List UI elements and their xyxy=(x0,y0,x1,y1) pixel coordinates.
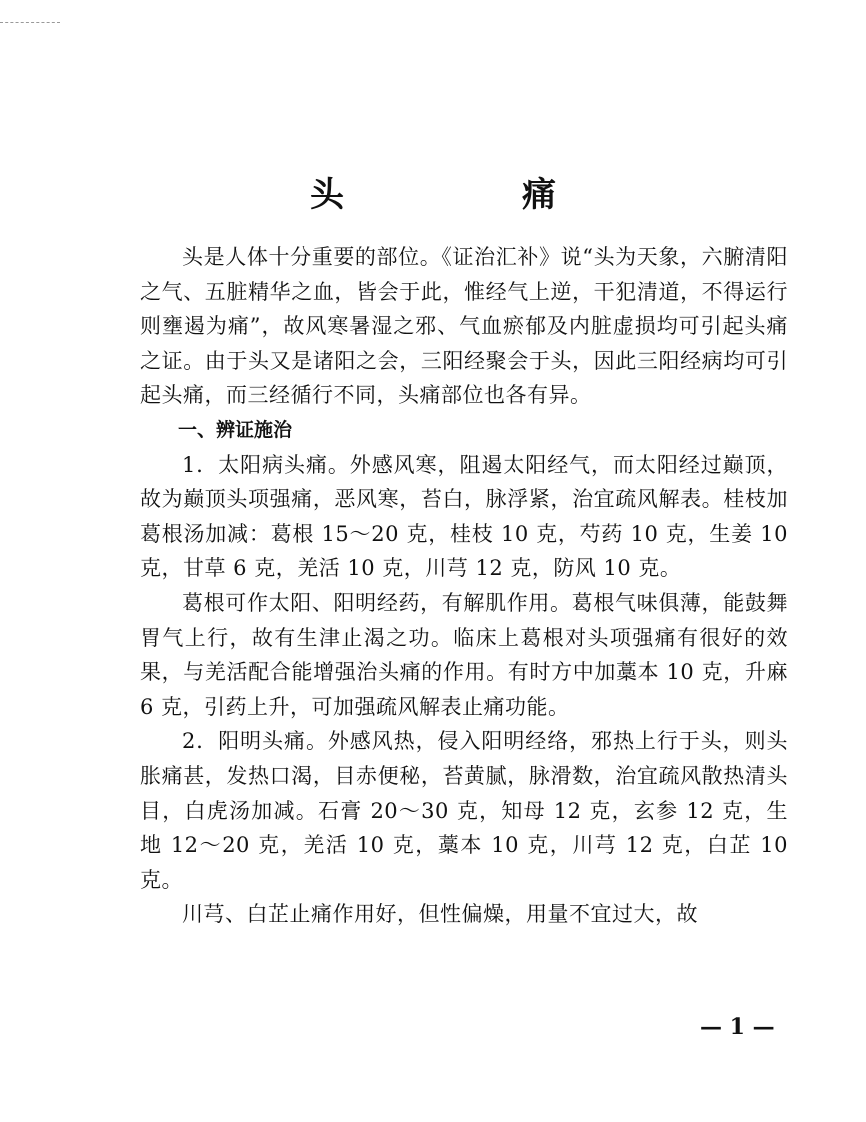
item-yangming-headache: 2．阳明头痛。外感风热，侵入阳明经络，邪热上行于头，则头胀痛甚，发热口渴，目赤便秘，苔黄腻，脉滑数，治宜疏风散热清头目，白虎汤加减。石膏 20～30 克，知母 12 克，玄参 12 克，生地 12～20 克，羌活 10 克，藁本 10 克，川芎 12 克，白芷 10 克。 xyxy=(140,729,788,892)
page-title: 头 痛 xyxy=(310,175,628,215)
page-number: — 1 — xyxy=(700,1014,775,1040)
item-taiyang-headache: 1．太阳病头痛。外感风寒，阻遏太阳经气，而太阳经过巅顶，故为巅顶头项强痛，恶风寒，苔白，脉浮紧，治宜疏风解表。桂枝加葛根汤加减：葛根 15～20 克，桂枝 10 克，芍药 10 克，生姜 10 克，甘草 6 克，羌活 10 克，川芎 12 克，防风 10 克。 xyxy=(140,452,788,581)
section-heading: 一、辨证施治 xyxy=(178,418,293,441)
intro-paragraph: 头是人体十分重要的部位。《证治汇补》说“头为天象，六腑清阳之气、五脏精华之血，皆会于此，惟经气上逆，干犯清道，不得运行则壅遏为痛”，故风寒暑湿之邪、气血瘀郁及内脏虚损均可引起头痛之证。由于头又是诸阳之会，三阳经聚会于头，因此三阳经病均可引起头痛，而三经循行不同，头痛部位也各有异。 xyxy=(140,245,788,408)
document-body xyxy=(140,240,788,932)
scan-artifact-rule xyxy=(0,22,60,23)
note-chuanxiong-baizhi: 川芎、白芷止痛作用好，但性偏燥，用量不宜过大，故 xyxy=(182,902,698,927)
note-gegen: 葛根可作太阳、阳明经药，有解肌作用。葛根气味俱薄，能鼓舞胃气上行，故有生津止渴之功。临床上葛根对头项强痛有很好的效果，与羌活配合能增强治头痛的作用。有时方中加藁本 10 克，升麻 6 克，引药上升，可加强疏风解表止痛功能。 xyxy=(140,590,788,719)
